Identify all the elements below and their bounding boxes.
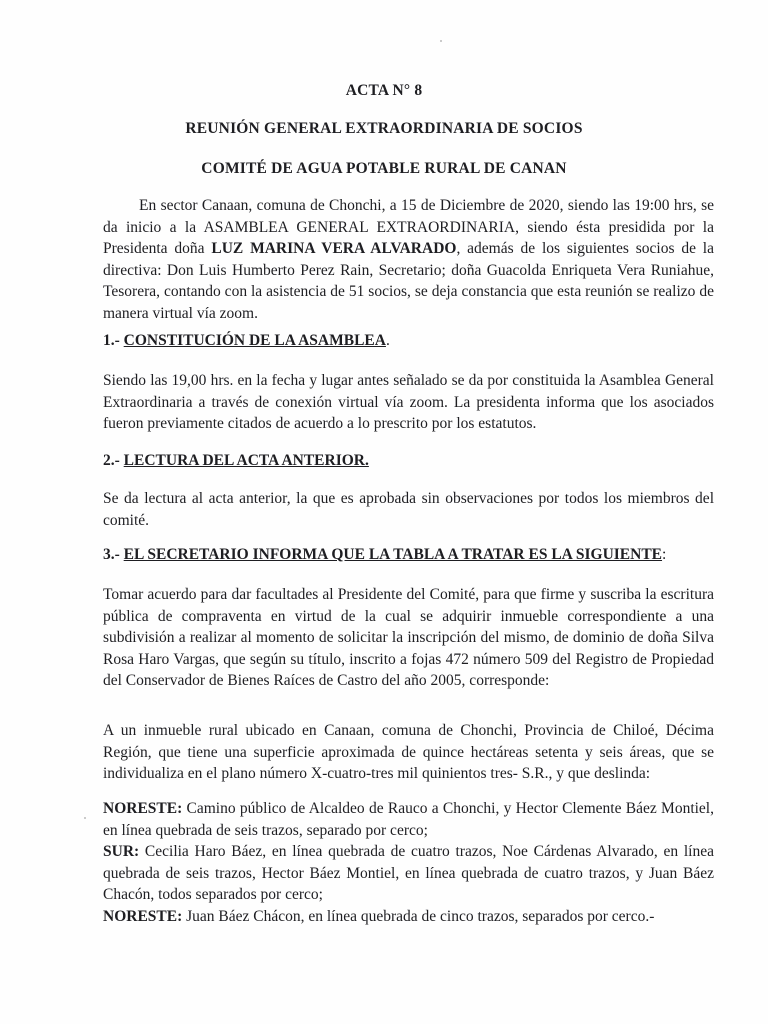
boundary-text: Camino público de Alcaldeo de Rauco a Chonchi, y Hector Clemente Báez Montiel, en línea quebrada de seis trazos, separado por cerco;	[103, 800, 714, 839]
boundary-text: Cecilia Haro Báez, en línea quebrada de cuatro trazos, Noe Cárdenas Alvarado, en línea quebrada de seis trazos, Hector Báez Montiel, en línea quebrada de cuatro trazos, y Juan Báez Chacón, todos separados por cerco;	[103, 843, 714, 903]
document-subtitle-committee: COMITÉ DE AGUA POTABLE RURAL DE CANAN	[201, 160, 567, 177]
section-1-body: Siendo las 19,00 hrs. en la fecha y lugar antes señalado se da por constituida la Asamblea General Extraordinaria a través de conexión virtual vía zoom. La presidenta informa que los asociados fueron previamente citados de acuerdo a lo prescrito por los estatutos.	[103, 372, 714, 432]
boundary-label: NORESTE:	[103, 800, 183, 817]
boundary-label: NORESTE:	[103, 907, 183, 925]
boundaries-list	[103, 798, 714, 927]
section-1-title: CONSTITUCIÓN DE LA ASAMBLEA	[123, 332, 386, 349]
section-3-heading	[103, 546, 714, 564]
intro-text-2: , además de los siguientes socios de la directiva: Don Luis Humberto Perez Rain, Secretario; doña Guacolda Enriqueta Vera Runiahue, Tesorera, contando con la asistencia de 51 socios, se deja constancia que esta reunión se realizo de manera virtual vía zoom.	[103, 240, 714, 322]
document-subtitle-meeting: REUNIÓN GENERAL EXTRAORDINARIA DE SOCIOS	[185, 120, 583, 137]
boundary-item	[103, 906, 714, 928]
boundary-item	[103, 841, 714, 906]
president-name: LUZ MARINA VERA ALVARADO	[211, 240, 457, 257]
boundary-item	[103, 798, 714, 841]
scan-speck	[440, 40, 442, 42]
section-3-number: 3.-	[103, 546, 124, 563]
section-1-heading	[103, 332, 714, 350]
section-1-tail: .	[385, 332, 390, 349]
section-2-number: 2.-	[103, 452, 124, 469]
boundary-text: Juan Báez Chácon, en línea quebrada de cinco trazos, separados por cerco.-	[182, 907, 655, 925]
intro-paragraph	[103, 195, 714, 324]
section-2-title: LECTURA DEL ACTA ANTERIOR.	[123, 452, 369, 469]
scan-speck	[84, 817, 86, 819]
boundary-label: SUR:	[103, 843, 140, 860]
section-2-heading	[103, 452, 714, 470]
section-3-title: EL SECRETARIO INFORMA QUE LA TABLA A TRATAR ES LA SIGUIENTE	[123, 546, 663, 563]
section-3-tail: :	[662, 546, 667, 563]
section-1-number: 1.-	[103, 332, 124, 349]
document-title: ACTA N° 8	[345, 82, 423, 99]
section-2-body: Se da lectura al acta anterior, la que es aprobada sin observaciones por todos los miembros del comité.	[103, 490, 714, 529]
section-3-body-2: A un inmueble rural ubicado en Canaan, comuna de Chonchi, Provincia de Chiloé, Décima Región, que tiene una superficie aproximada de quince hectáreas setenta y seis áreas, que se individualiza en el plano número X-cuatro-tres mil quinientos tres- S.R., y que deslinda:	[103, 722, 714, 782]
intro-text-1: En sector Canaan, comuna de Chonchi, a 15 de Diciembre de 2020, siendo las 19:00 hrs, se da inicio a la ASAMBLEA GENERAL EXTRAORDINARIA, siendo ésta presidida por la Presidenta doña	[103, 197, 714, 257]
section-3-body-1: Tomar acuerdo para dar facultades al Presidente del Comité, para que firme y suscriba la escritura pública de compraventa en virtud de la cual se adquirir inmueble correspondiente a una subdivisión a realizar al momento de solicitar la inscripción del mismo, de dominio de doña Silva Rosa Haro Vargas, que según su título, inscrito a fojas 472 número 509 del Registro de Propiedad del Conservador de Bienes Raíces de Castro del año 2005, corresponde:	[103, 586, 714, 689]
